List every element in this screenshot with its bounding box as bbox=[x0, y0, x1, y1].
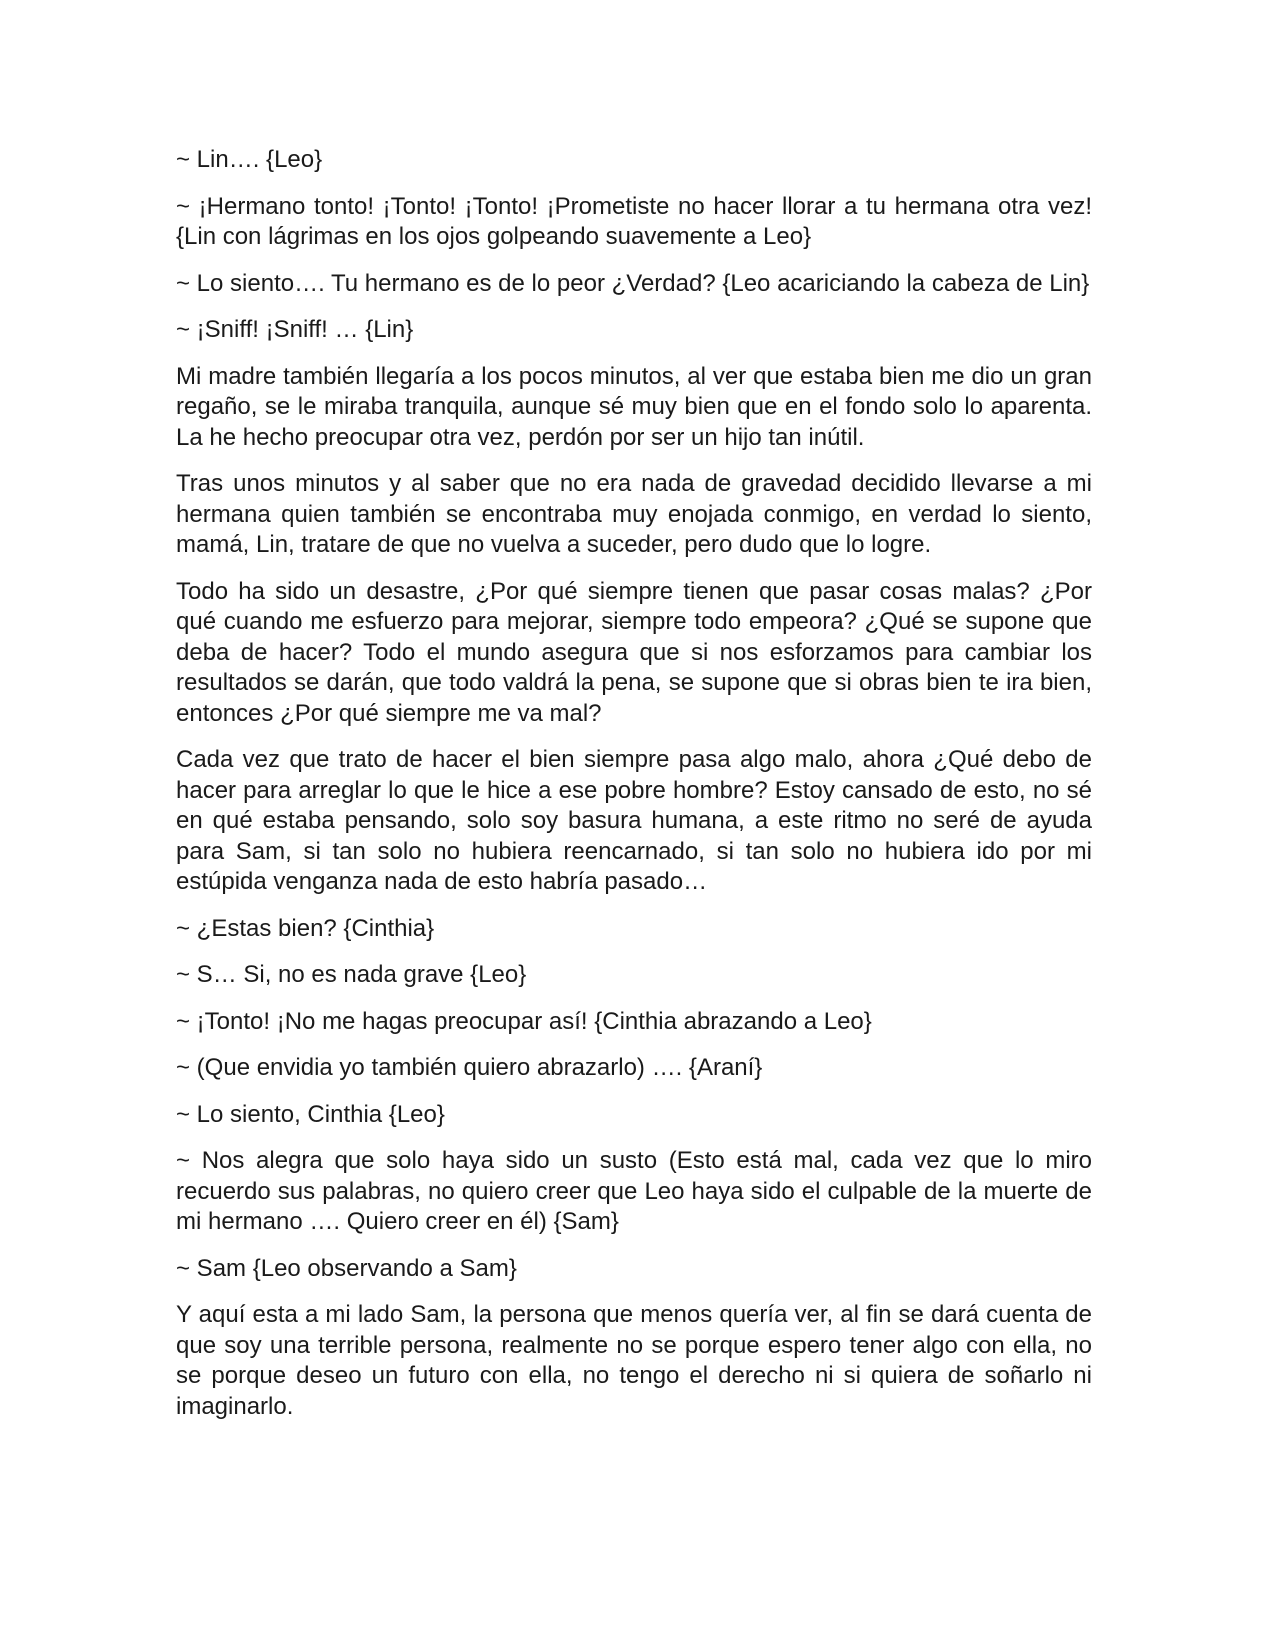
narrative-paragraph: Todo ha sido un desastre, ¿Por qué siempre tienen que pasar cosas malas? ¿Por qué cuando me esfuerzo para mejorar, siempre todo empeora? ¿Qué se supone que deba de hacer? Todo el mundo asegura que si nos esforzamos para cambiar los resultados se darán, que todo valdrá la pena, se supone que si obras bien te ira bien, entonces ¿Por qué siempre me va mal? bbox=[176, 577, 1092, 727]
dialogue-line: ~ Nos alegra que solo haya sido un susto (Esto está mal, cada vez que lo miro recuerdo sus palabras, no quiero creer que Leo haya sido el culpable de la muerte de mi hermano …. Quiero creer en él) {Sam} bbox=[176, 1147, 1092, 1235]
dialogue-line: ~ Lin…. {Leo} bbox=[176, 146, 323, 173]
dialogue-line: ~ Sam {Leo observando a Sam} bbox=[176, 1254, 517, 1282]
dialogue-line: ~ ¡Tonto! ¡No me hagas preocupar así! {Cinthia abrazando a Leo} bbox=[176, 1007, 872, 1035]
narrative-paragraph: Y aquí esta a mi lado Sam, la persona que menos quería ver, al fin se dará cuenta de que soy una terrible persona, realmente no se porque espero tener algo con ella, no se porque deseo un futuro con ella, no tengo el derecho ni si quiera de soñarlo ni imaginarlo. bbox=[176, 1301, 1092, 1420]
dialogue-line: ~ Lo siento…. Tu hermano es de lo peor ¿Verdad? {Leo acariciando la cabeza de Lin} bbox=[176, 269, 1090, 297]
document-page bbox=[176, 145, 1092, 1438]
narrative-paragraph: Tras unos minutos y al saber que no era nada de gravedad decidido llevarse a mi hermana quien también se encontraba muy enojada conmigo, en verdad lo siento, mamá, Lin, tratare de que no vuelva a suceder, pero dudo que lo logre. bbox=[176, 470, 1092, 558]
dialogue-line: ~ (Que envidia yo también quiero abrazarlo) …. {Araní} bbox=[176, 1054, 763, 1081]
narrative-paragraph: Cada vez que trato de hacer el bien siempre pasa algo malo, ahora ¿Qué debo de hacer para arreglar lo que le hice a ese pobre hombre? Estoy cansado de esto, no sé en qué estaba pensando, solo soy basura humana, a este ritmo no seré de ayuda para Sam, si tan solo no hubiera reencarnado, si tan solo no hubiera ido por mi estúpida venganza nada de esto habría pasado… bbox=[176, 746, 1092, 895]
dialogue-line: ~ ¡Hermano tonto! ¡Tonto! ¡Tonto! ¡Prometiste no hacer llorar a tu hermana otra vez! {Lin con lágrimas en los ojos golpeando suavemente a Leo} bbox=[176, 192, 1092, 250]
narrative-paragraph: Mi madre también llegaría a los pocos minutos, al ver que estaba bien me dio un gran regaño, se le miraba tranquila, aunque sé muy bien que en el fondo solo lo aparenta. La he hecho preocupar otra vez, perdón por ser un hijo tan inútil. bbox=[176, 362, 1092, 451]
dialogue-line: ~ ¿Estas bien? {Cinthia} bbox=[176, 914, 435, 942]
dialogue-line: ~ Lo siento, Cinthia {Leo} bbox=[176, 1100, 445, 1128]
dialogue-line: ~ ¡Sniff! ¡Sniff! … {Lin} bbox=[176, 316, 414, 343]
dialogue-line: ~ S… Si, no es nada grave {Leo} bbox=[176, 961, 527, 988]
